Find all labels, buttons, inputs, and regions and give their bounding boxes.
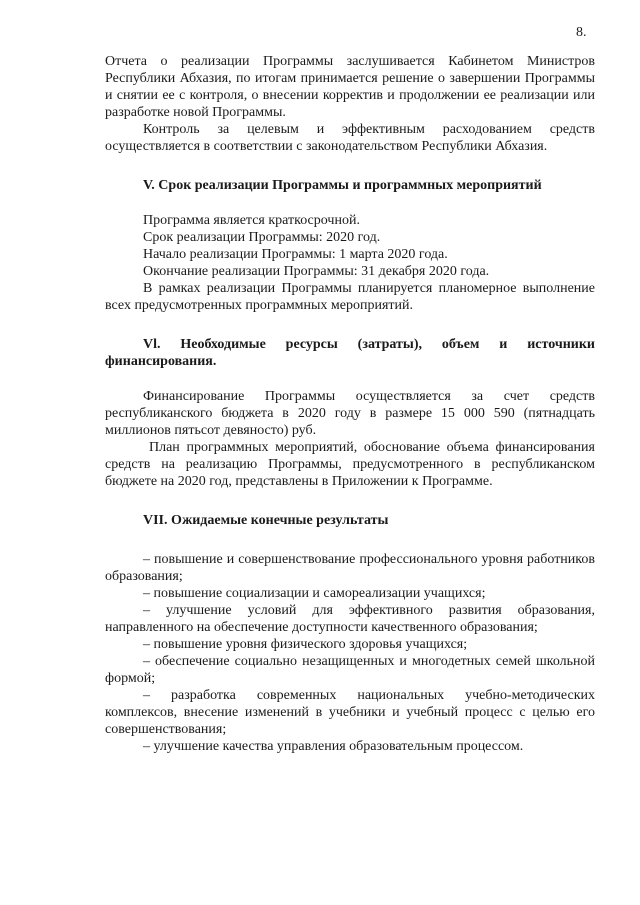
intro-paragraph: Контроль за целевым и эффективным расходованием средств осуществляется в соответствии с законодательством Республики Абхазия.: [105, 122, 595, 154]
section-7-heading: VII. Ожидаемые конечные результаты: [143, 513, 389, 528]
section-6-paragraph: План программных мероприятий, обоснование объема финансирования средств на реализацию Программы, предусмотренного в республиканском бюджете на 2020 год, представлены в Приложении к Программе.: [105, 440, 595, 489]
list-item: – повышение и совершенствование профессионального уровня работников образования;: [105, 552, 595, 584]
section-6-paragraph: Финансирование Программы осуществляется за счет средств республиканского бюджета в 2020 году в размере 15 000 590 (пятнадцать миллионов пятьсот девяносто) руб.: [105, 389, 595, 438]
section-5-line: Срок реализации Программы: 2020 год.: [143, 230, 381, 245]
list-item: – улучшение условий для эффективного развития образования, направленного на обеспечение доступности качественного образования;: [105, 603, 595, 635]
list-item: – повышение социализации и самореализации учащихся;: [143, 586, 486, 601]
document-body: [105, 53, 595, 755]
section-5-line: В рамках реализации Программы планируется планомерное выполнение всех предусмотренных программных мероприятий.: [105, 281, 595, 313]
list-item: – повышение уровня физического здоровья учащихся;: [143, 637, 468, 652]
intro-paragraph: Отчета о реализации Программы заслушивается Кабинетом Министров Республики Абхазия, по итогам принимается решение о завершении Программы и снятии ее с контроля, о внесении корректив и продолжении ее реализации или разработке новой Программы.: [105, 54, 595, 120]
results-list: [105, 551, 595, 755]
section-5-heading: V. Срок реализации Программы и программных мероприятий: [143, 178, 542, 193]
page-number: 8.: [576, 25, 587, 40]
list-item: – улучшение качества управления образовательным процессом.: [143, 739, 524, 754]
list-item: – обеспечение социально незащищенных и многодетных семей школьной формой;: [105, 654, 595, 686]
section-5-line: Окончание реализации Программы: 31 декабря 2020 года.: [143, 264, 490, 279]
list-item: – разработка современных национальных учебно-методических комплексов, внесение изменений в учебники и учебный процесс с целью его совершенствования;: [105, 688, 595, 737]
section-6-heading: Vl. Необходимые ресурсы (затраты), объем и источники финансирования.: [105, 337, 595, 369]
section-5-line: Программа является краткосрочной.: [143, 213, 360, 228]
section-5-line: Начало реализации Программы: 1 марта 2020 года.: [143, 247, 448, 262]
